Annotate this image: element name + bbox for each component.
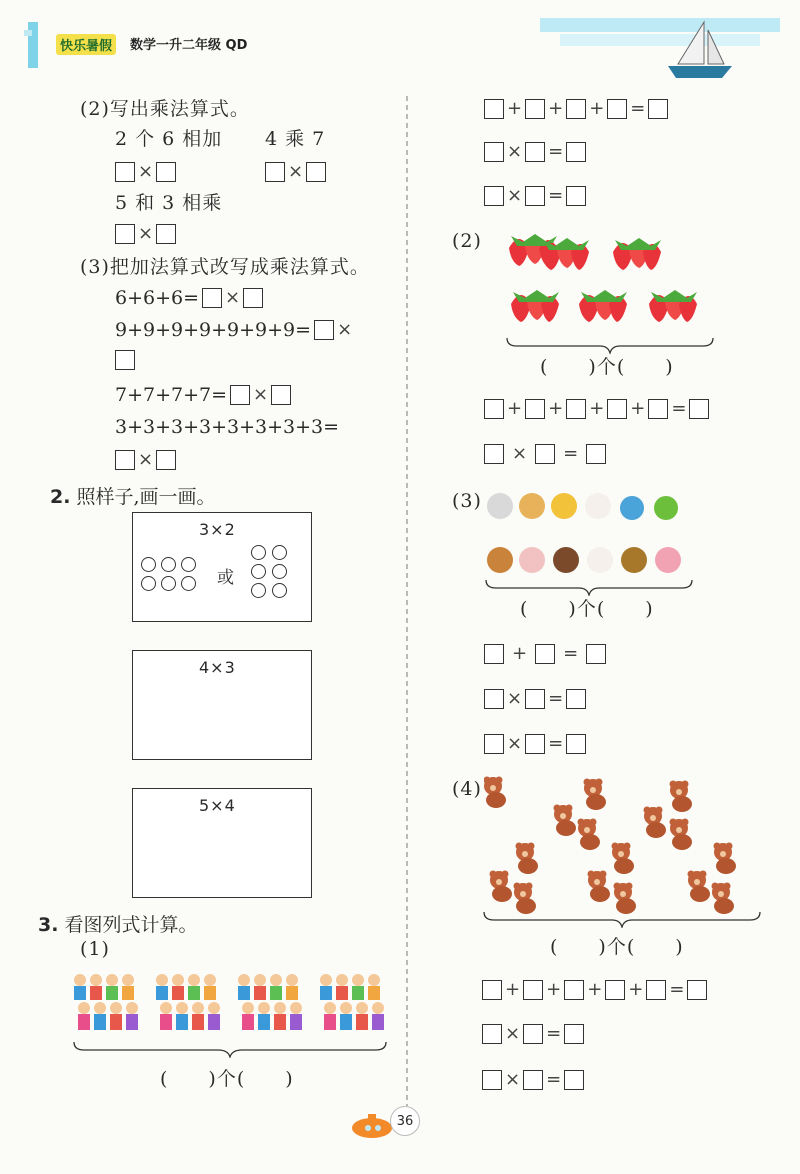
circle	[141, 576, 156, 591]
section-title: 看图列式计算。	[64, 914, 198, 936]
drawing-box-label: 5×4	[199, 796, 236, 815]
q3-row-3: 7+7+7+7= ×	[115, 383, 291, 407]
answer-box[interactable]	[484, 644, 504, 664]
answer-box[interactable]	[523, 980, 543, 1000]
q3-expr: 7+7+7+7=	[115, 384, 228, 406]
answer-box[interactable]	[648, 399, 668, 419]
answer-box[interactable]	[566, 142, 586, 162]
answer-box[interactable]	[607, 399, 627, 419]
answer-box[interactable]	[484, 734, 504, 754]
circle	[272, 545, 287, 560]
q3-expr: 9+9+9+9+9+9+9=	[115, 319, 312, 341]
count-blank[interactable]: ( )个( )	[160, 1068, 294, 1090]
submarine-icon	[348, 1110, 394, 1140]
answer-row: × =	[484, 140, 586, 164]
answer-box[interactable]	[566, 734, 586, 754]
answer-box[interactable]	[482, 1024, 502, 1044]
answer-row: × =	[484, 442, 606, 466]
q2-item-3: 5 和 3 相乘	[115, 192, 223, 214]
answer-row: × =	[482, 1022, 584, 1046]
answer-box[interactable]	[566, 186, 586, 206]
answer-box[interactable]	[484, 689, 504, 709]
brace	[72, 1040, 388, 1058]
q2-item-2: 4 乘 7	[265, 128, 326, 150]
count-blank[interactable]: ( )个( )	[550, 936, 684, 958]
example-box	[132, 512, 312, 622]
page-number: 36	[390, 1106, 420, 1136]
q3-expr: 3+3+3+3+3+3+3+3=	[115, 416, 340, 438]
q3-title: (3)把加法算式改写成乘法算式。	[80, 256, 370, 278]
answer-box[interactable]	[525, 689, 545, 709]
q3-row-4	[115, 415, 339, 439]
column-divider	[405, 96, 409, 1106]
answer-box[interactable]	[484, 444, 504, 464]
answer-row: × =	[484, 687, 586, 711]
sub-question-label: (1)	[80, 938, 110, 960]
answer-box[interactable]	[687, 980, 707, 1000]
answer-box[interactable]	[607, 99, 627, 119]
answer-box[interactable]	[525, 399, 545, 419]
answer-box[interactable]	[525, 99, 545, 119]
answer-box[interactable]	[564, 1024, 584, 1044]
answer-box[interactable]	[566, 99, 586, 119]
answer-box[interactable]	[306, 162, 326, 182]
circle	[181, 557, 196, 572]
circle	[272, 583, 287, 598]
answer-row: + =	[484, 642, 606, 666]
answer-row: ×	[265, 160, 326, 184]
circle	[272, 564, 287, 579]
answer-box[interactable]	[564, 980, 584, 1000]
sub-question-label: (3)	[452, 490, 482, 512]
circle	[181, 576, 196, 591]
answer-row: × =	[484, 732, 586, 756]
answer-box[interactable]	[314, 320, 334, 340]
answer-box[interactable]	[115, 162, 135, 182]
answer-row: ×	[115, 222, 176, 246]
header-decoration	[0, 0, 800, 90]
section-2-heading	[50, 482, 216, 509]
or-label: 或	[217, 568, 235, 588]
answer-box[interactable]	[566, 399, 586, 419]
answer-box[interactable]	[689, 399, 709, 419]
answer-box[interactable]	[605, 980, 625, 1000]
answer-box[interactable]	[156, 450, 176, 470]
q2-item-1: 2 个 6 相加	[115, 128, 223, 150]
answer-box[interactable]	[535, 644, 555, 664]
answer-box[interactable]	[482, 980, 502, 1000]
section-number: 2.	[50, 486, 71, 508]
answer-box[interactable]	[265, 162, 285, 182]
answer-box[interactable]	[271, 385, 291, 405]
teddy-bear-icon	[484, 776, 764, 918]
answer-box[interactable]	[156, 224, 176, 244]
answer-box[interactable]	[535, 444, 555, 464]
circle-group-rows	[141, 557, 196, 591]
circle	[251, 583, 266, 598]
answer-box[interactable]	[586, 644, 606, 664]
answer-row: ×	[115, 160, 176, 184]
answer-box[interactable]	[230, 385, 250, 405]
answer-box[interactable]	[646, 980, 666, 1000]
section-3-heading	[38, 910, 198, 937]
answer-box[interactable]	[566, 689, 586, 709]
section-number: 3.	[38, 914, 59, 936]
answer-box[interactable]	[564, 1070, 584, 1090]
sub-question-label: (2)	[452, 230, 482, 252]
answer-box[interactable]	[115, 450, 135, 470]
brace	[484, 578, 694, 596]
example-label: 3×2	[199, 520, 236, 539]
answer-box[interactable]	[523, 1024, 543, 1044]
answer-box[interactable]	[484, 186, 504, 206]
answer-row	[115, 350, 135, 370]
drawing-box-label: 4×3	[199, 658, 236, 677]
answer-row: ×	[115, 448, 176, 472]
answer-box[interactable]	[115, 350, 135, 370]
answer-box[interactable]	[484, 99, 504, 119]
group-of-children-icon	[72, 968, 392, 1040]
sub-question-label: (4)	[452, 778, 482, 800]
circle	[161, 576, 176, 591]
drawing-box-4x3[interactable]	[132, 650, 312, 760]
q2-title: (2)写出乘法算式。	[80, 98, 250, 120]
header-tag: 快乐暑假	[56, 34, 116, 55]
answer-row: × =	[482, 1068, 584, 1092]
answer-box[interactable]	[156, 162, 176, 182]
answer-box[interactable]	[115, 224, 135, 244]
answer-box[interactable]	[648, 99, 668, 119]
drawing-box-5x4[interactable]	[132, 788, 312, 898]
answer-box[interactable]	[484, 142, 504, 162]
circle-group-cols	[251, 545, 287, 598]
answer-box[interactable]	[202, 288, 222, 308]
answer-row: + + + + =	[484, 397, 709, 421]
answer-box[interactable]	[484, 399, 504, 419]
circle	[141, 557, 156, 572]
brace	[482, 910, 762, 928]
answer-row: + + + + =	[482, 978, 707, 1002]
q3-row-1: 6+6+6= ×	[115, 286, 263, 310]
answer-box[interactable]	[586, 444, 606, 464]
circle	[251, 564, 266, 579]
header-subtitle: 数学一升二年级 QD	[130, 38, 248, 53]
answer-box[interactable]	[482, 1070, 502, 1090]
circle	[161, 557, 176, 572]
answer-box[interactable]	[243, 288, 263, 308]
answer-row: + + + =	[484, 97, 668, 121]
animal-faces-icon	[484, 486, 694, 582]
answer-box[interactable]	[523, 1070, 543, 1090]
strawberry-icon	[505, 228, 715, 334]
q3-row-2: 9+9+9+9+9+9+9= ×	[115, 319, 353, 341]
count-blank[interactable]: ( )个( )	[520, 598, 654, 620]
answer-row: × =	[484, 184, 586, 208]
circle	[251, 545, 266, 560]
answer-box[interactable]	[525, 734, 545, 754]
answer-box[interactable]	[525, 186, 545, 206]
answer-box[interactable]	[525, 142, 545, 162]
q3-expr: 6+6+6=	[115, 287, 200, 309]
brace	[505, 336, 715, 354]
section-title: 照样子,画一画。	[76, 486, 216, 508]
count-blank[interactable]: ( )个( )	[540, 356, 674, 378]
